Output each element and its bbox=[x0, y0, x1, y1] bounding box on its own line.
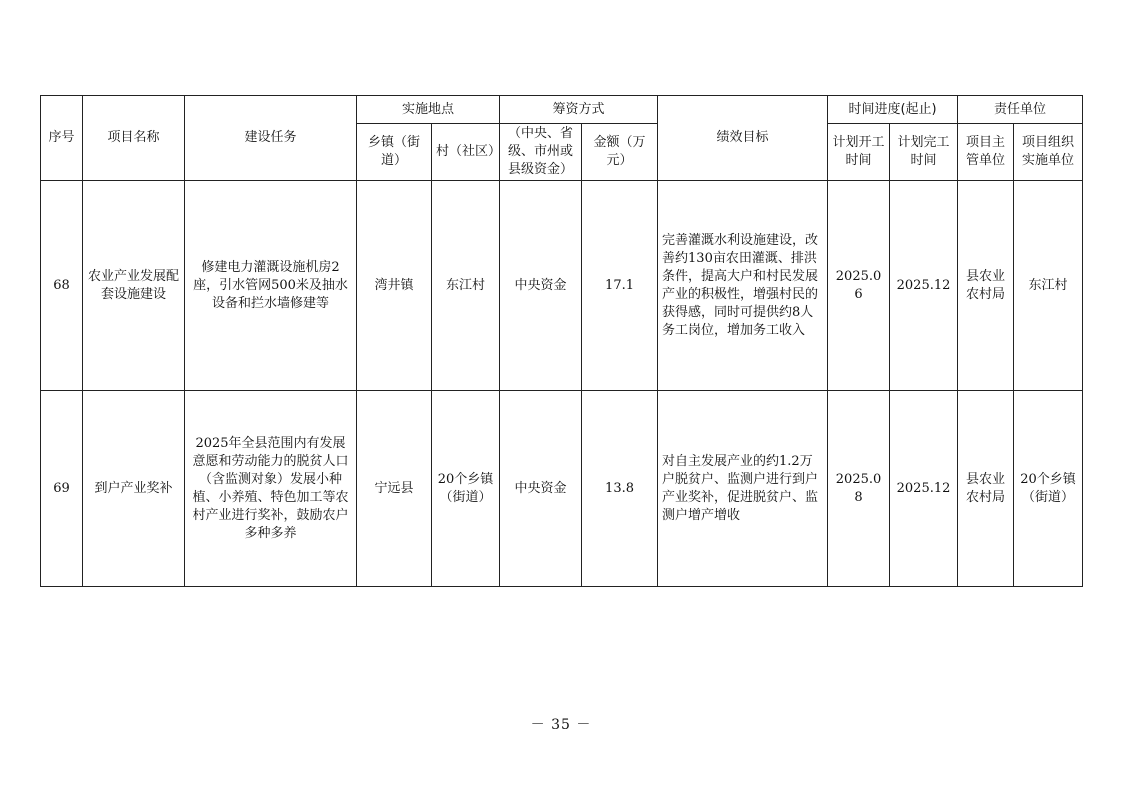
header-source: （中央、省级、市州或县级资金） bbox=[500, 124, 582, 181]
header-start: 计划开工时间 bbox=[828, 124, 890, 181]
header-responsible: 责任单位 bbox=[958, 96, 1083, 124]
header-implementer: 项目组织实施单位 bbox=[1014, 124, 1083, 181]
cell-village: 东江村 bbox=[432, 181, 500, 391]
cell-implementer: 20个乡镇（街道） bbox=[1014, 391, 1083, 587]
cell-amount: 13.8 bbox=[582, 391, 658, 587]
cell-task: 2025年全县范围内有发展意愿和劳动能力的脱贫人口（含监测对象）发展小种植、小养殖、特色加工等农村产业进行奖补，鼓励农户多种多养 bbox=[185, 391, 357, 587]
cell-end: 2025.12 bbox=[890, 391, 958, 587]
header-town: 乡镇（街道） bbox=[357, 124, 432, 181]
cell-seq: 68 bbox=[41, 181, 83, 391]
cell-task: 修建电力灌溉设施机房2座，引水管网500米及抽水设备和拦水墙修建等 bbox=[185, 181, 357, 391]
header-task: 建设任务 bbox=[185, 96, 357, 181]
page-number: － 35 － bbox=[530, 717, 592, 733]
header-seq: 序号 bbox=[41, 96, 83, 181]
header-name: 项目名称 bbox=[83, 96, 185, 181]
cell-end: 2025.12 bbox=[890, 181, 958, 391]
project-table bbox=[40, 95, 1083, 587]
cell-supervisor: 县农业农村局 bbox=[958, 181, 1014, 391]
cell-supervisor: 县农业农村局 bbox=[958, 391, 1014, 587]
cell-source: 中央资金 bbox=[500, 391, 582, 587]
cell-source: 中央资金 bbox=[500, 181, 582, 391]
cell-goal: 对自主发展产业的约1.2万户脱贫户、监测户进行到户产业奖补，促进脱贫户、监测户增产增收 bbox=[658, 391, 828, 587]
cell-seq: 69 bbox=[41, 391, 83, 587]
cell-start: 2025.08 bbox=[828, 391, 890, 587]
header-amount: 金额（万元） bbox=[582, 124, 658, 181]
header-schedule: 时间进度(起止) bbox=[828, 96, 958, 124]
header-village: 村（社区） bbox=[432, 124, 500, 181]
cell-town: 宁远县 bbox=[357, 391, 432, 587]
header-end: 计划完工时间 bbox=[890, 124, 958, 181]
cell-town: 湾井镇 bbox=[357, 181, 432, 391]
header-supervisor: 项目主管单位 bbox=[958, 124, 1014, 181]
header-goal: 绩效目标 bbox=[658, 96, 828, 181]
table-row bbox=[41, 181, 1083, 391]
cell-start: 2025.06 bbox=[828, 181, 890, 391]
cell-amount: 17.1 bbox=[582, 181, 658, 391]
cell-goal: 完善灌溉水利设施建设，改善约130亩农田灌溉、排洪条件，提高大户和村民发展产业的积极性，增强村民的获得感，同时可提供约8人务工岗位，增加务工收入 bbox=[658, 181, 828, 391]
cell-village: 20个乡镇（街道） bbox=[432, 391, 500, 587]
header-funding: 筹资方式 bbox=[500, 96, 658, 124]
cell-implementer: 东江村 bbox=[1014, 181, 1083, 391]
cell-name: 农业产业发展配套设施建设 bbox=[83, 181, 185, 391]
cell-name: 到户产业奖补 bbox=[83, 391, 185, 587]
table-row bbox=[41, 391, 1083, 587]
header-location: 实施地点 bbox=[357, 96, 500, 124]
